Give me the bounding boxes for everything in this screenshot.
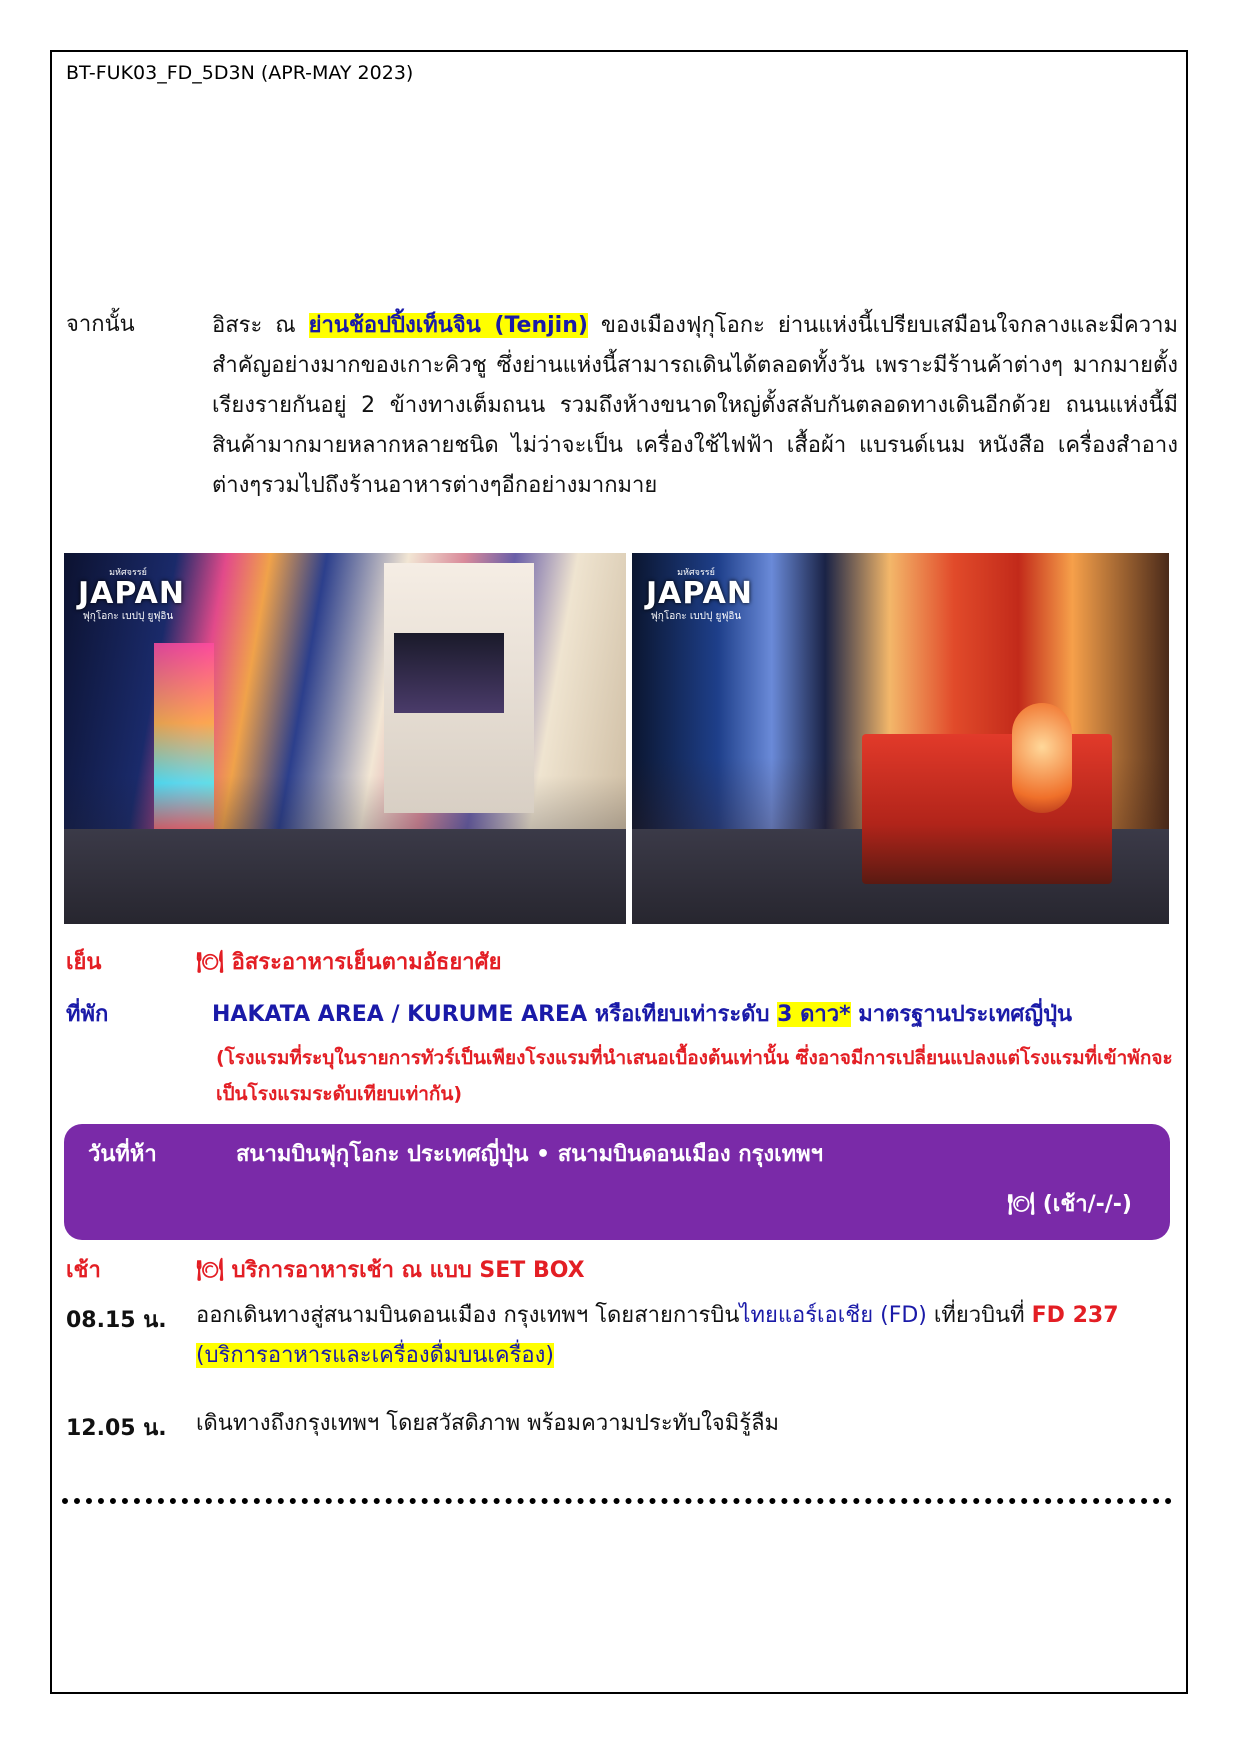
tenjin-street-photo: [64, 553, 626, 924]
flight-number: FD 237: [1031, 1303, 1119, 1328]
breakfast-description: บริการอาหารเช้า ณ แบบ SET BOX: [231, 1258, 585, 1283]
japan-logo-top: มหัศจรรย์: [677, 568, 715, 578]
japan-logo: [646, 565, 753, 624]
hotel-stars: 3 ดาว*: [777, 1002, 851, 1027]
document-code: BT-FUK03_FD_5D3N (APR-MAY 2023): [66, 62, 414, 84]
schedule-time: 08.15 น.: [66, 1308, 167, 1333]
day-route: สนามบินฟุกุโอกะ ประเทศญี่ปุ่น • สนามบินดอนเมือง กรุงเทพฯ: [236, 1142, 824, 1167]
dinner-text: [196, 944, 501, 979]
breakfast-text: [196, 1252, 585, 1287]
day-banner: [64, 1124, 1170, 1240]
hotel-standard: มาตรฐานประเทศญี่ปุ่น: [858, 1002, 1073, 1027]
japan-logo-main: JAPAN: [78, 576, 185, 611]
hotel-label: ที่พัก: [66, 1002, 109, 1027]
meal-icon: 🍽: [196, 950, 224, 975]
dinner-description: อิสระอาหารเย็นตามอัธยาศัย: [231, 950, 502, 975]
breakfast-label: เช้า: [66, 1258, 101, 1283]
schedule-text: [196, 1404, 1178, 1444]
yatai-stall-photo: [632, 553, 1169, 924]
schedule-text: [196, 1296, 1178, 1376]
then-text: ของเมืองฟุกุโอกะ ย่านแห่งนี้เปรียบเสมือนใจกลางและมีความสำคัญอย่างมากของเกาะคิวชู ซึ่งย่านแห่งนี้สามารถเดินได้ตลอดทั้งวัน เพราะมีร้านค้าต่างๆ มากมายตั้งเรียงรายกันอยู่ 2 ข้างทางเต็มถนน รวมถึงห้างขนาดใหญ่ตั้งสลับกันตลอดทางเดินอีกด้วย ถนนแห่งนี้มีสินค้ามากมายหลากหลายชนิด ไม่ว่าจะเป็น เครื่องใช้ไฟฟ้า เสื้อผ้า แบรนด์เนม หนังสือ เครื่องสำอางต่างๆรวมไปถึงร้านอาหารต่างๆอีกอย่างมากมาย: [212, 313, 1178, 498]
airline-name: ไทยแอร์เอเชีย (FD): [739, 1303, 927, 1328]
schedule-time: 12.05 น.: [66, 1416, 167, 1441]
flight-label: เที่ยวบินที่: [926, 1303, 1032, 1328]
hotel-text: [212, 996, 1072, 1031]
then-paragraph: [212, 306, 1178, 506]
japan-logo: [78, 565, 185, 624]
dinner-label: เย็น: [66, 950, 102, 975]
hotel-area: HAKATA AREA / KURUME AREA หรือเทียบเท่าระดับ: [212, 1002, 770, 1027]
schedule-description: เดินทางถึงกรุงเทพฯ โดยสวัสดิภาพ พร้อมความประทับใจมิรู้ลืม: [196, 1411, 780, 1436]
then-intro: อิสระ ณ: [212, 313, 296, 338]
end-divider: [62, 1498, 1172, 1504]
japan-logo-sub: ฟุกุโอกะ เบปปุ ยูฟุอิน: [82, 611, 174, 622]
japan-logo-main: JAPAN: [646, 576, 753, 611]
schedule-description: ออกเดินทางสู่สนามบินดอนเมือง กรุงเทพฯ โดยสายการบิน: [196, 1303, 740, 1328]
japan-logo-top: มหัศจรรย์: [109, 568, 147, 578]
hotel-note: (โรงแรมที่ระบุในรายการทัวร์เป็นเพียงโรงแรมที่นำเสนอเบื้องต้นเท่านั้น ซึ่งอาจมีการเปลี่ยนแปลงแต่โรงแรมที่เข้าพักจะเป็นโรงแรมระดับเทียบเท่ากัน): [216, 1047, 1173, 1105]
then-label: จากนั้น: [66, 312, 135, 337]
japan-logo-sub: ฟุกุโอกะ เบปปุ ยูฟุอิน: [650, 611, 742, 622]
tenjin-highlight: ย่านช้อปปิ้งเท็นจิน (Tenjin): [308, 313, 588, 338]
meal-icon: 🍽: [196, 1258, 224, 1283]
inflight-service-note: (บริการอาหารและเครื่องดื่มบนเครื่อง): [196, 1343, 554, 1368]
day-meals: 🍽 (เช้า/-/-): [1007, 1192, 1132, 1217]
day-label: วันที่ห้า: [88, 1142, 157, 1167]
